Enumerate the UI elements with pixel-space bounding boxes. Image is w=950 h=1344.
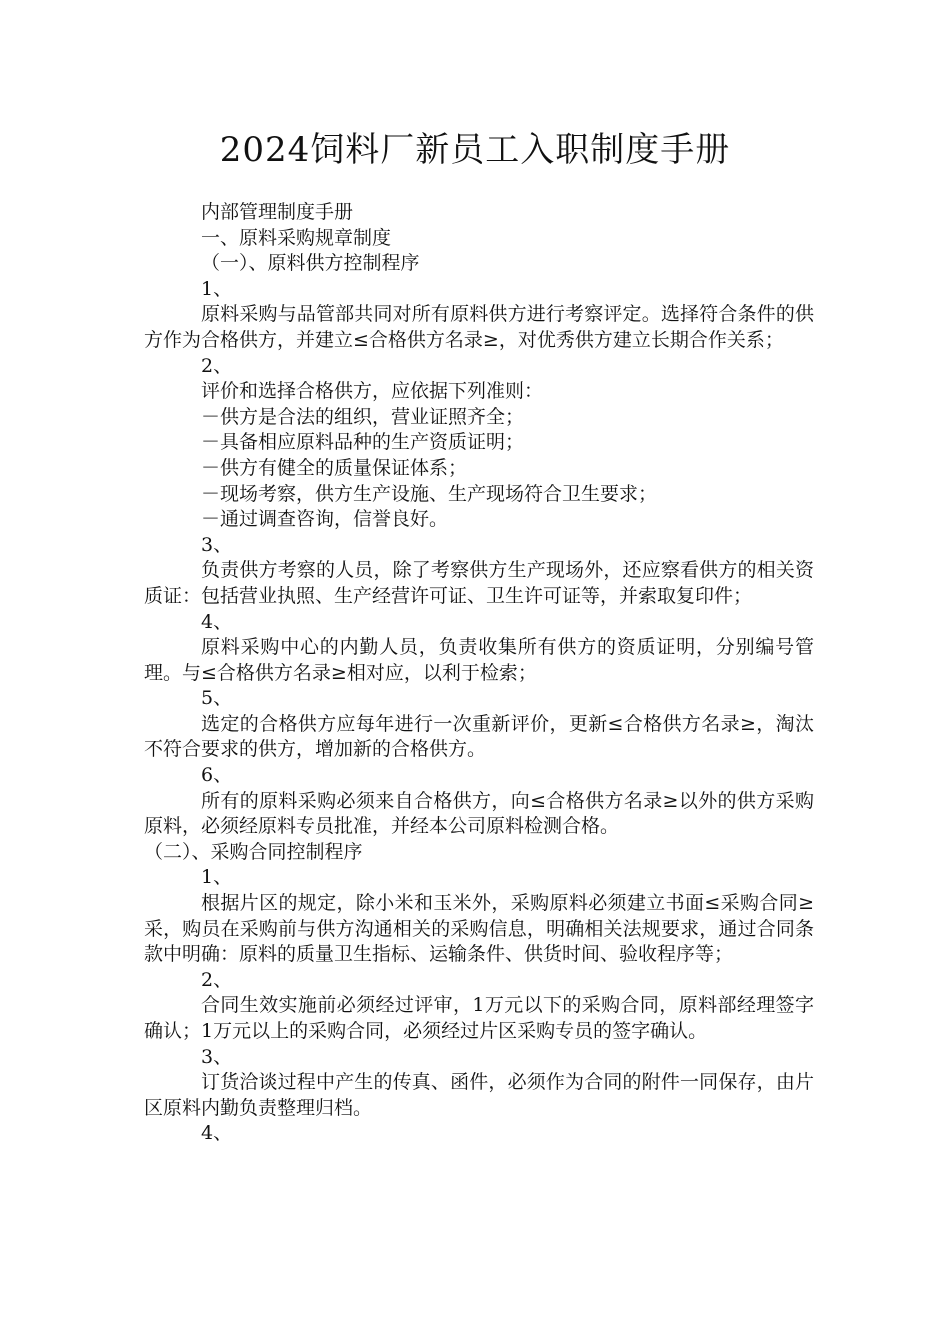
manual-heading: 内部管理制度手册 [201, 201, 354, 223]
paragraph: 原料采购与品管部共同对所有原料供方进行考察评定。选择符合条件的供方作为合格供方，并建立≤合格供方名录≥，对优秀供方建立长期合作关系； [144, 303, 814, 351]
paragraph: 合同生效实施前必须经过评审，1万元以下的采购合同，原料部经理签字确认；1万元以上的采购合同，必须经过片区采购专员的签字确认。 [144, 994, 814, 1042]
criteria-line: －供方是合法的组织，营业证照齐全； [201, 405, 525, 428]
criteria-line: －现场考察，供方生产设施、生产现场符合卫生要求； [201, 482, 658, 505]
part-heading: 一、原料采购规章制度 [201, 226, 392, 249]
paragraph: 评价和选择合格供方，应依据下列准则： [201, 380, 544, 403]
paragraph: 所有的原料采购必须来自合格供方，向≤合格供方名录≥以外的供方采购原料，必须经原料专员批准，并经本公司原料检测合格。 [144, 789, 814, 838]
document-body [144, 200, 814, 1147]
item-number: 2、 [201, 354, 233, 377]
item-number: 1、 [201, 866, 233, 889]
section-heading: （二）、采购合同控制程序 [144, 840, 363, 863]
criteria-line: －具备相应原料品种的生产资质证明； [201, 431, 525, 454]
item-number: 4、 [201, 610, 233, 633]
item-number: 5、 [201, 687, 233, 710]
item-number: 2、 [201, 968, 233, 991]
item-number: 4、 [201, 1122, 233, 1145]
paragraph: 根据片区的规定，除小米和玉米外，采购原料必须建立书面≤采购合同≥采，购员在采购前与供方沟通相关的采购信息，明确相关法规要求，通过合同条款中明确：原料的质量卫生指标、运输条件、供货时间、验收程序等； [144, 892, 814, 966]
item-number: 3、 [201, 1045, 233, 1068]
item-number: 3、 [201, 533, 233, 556]
paragraph: 订货洽谈过程中产生的传真、函件，必须作为合同的附件一同保存，由片区原料内勤负责整理归档。 [144, 1071, 814, 1119]
criteria-line: －通过调查咨询，信誉良好。 [201, 508, 449, 531]
paragraph: 原料采购中心的内勤人员，负责收集所有供方的资质证明，分别编号管理。与≤合格供方名录≥相对应，以利于检索； [144, 636, 814, 684]
item-number: 1、 [201, 277, 233, 300]
paragraph: 负责供方考察的人员，除了考察供方生产现场外，还应察看供方的相关资质证：包括营业执照、生产经营许可证、卫生许可证等，并索取复印件； [144, 559, 814, 607]
item-number: 6、 [201, 764, 233, 787]
section-heading: （一）、原料供方控制程序 [201, 252, 420, 275]
paragraph: 选定的合格供方应每年进行一次重新评价，更新≤合格供方名录≥，淘汰不符合要求的供方，增加新的合格供方。 [144, 712, 814, 761]
document-title: 2024饲料厂新员工入职制度手册 [219, 130, 731, 170]
criteria-line: －供方有健全的质量保证体系； [201, 456, 468, 479]
